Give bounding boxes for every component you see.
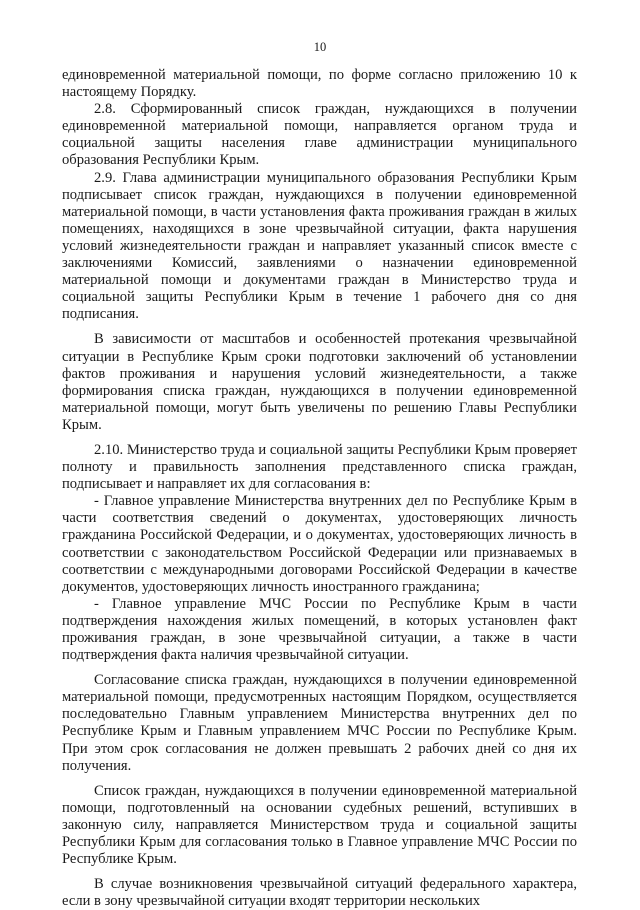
paragraph-continuation: единовременной материальной помощи, по форме согласно приложению 10 к настоящему Порядку. — [62, 67, 577, 101]
list-item-mchs: - Главное управление МЧС России по Республике Крым в части подтверждения нахождения жилых помещений, в которых установлен факт проживания граждан, в зоне чрезвычайной ситуации, а также в части подтверждения факта наличия чрезвычайной ситуации. — [62, 595, 577, 664]
document-body — [62, 67, 577, 910]
paragraph-court-decisions: Список граждан, нуждающихся в получении единовременной материальной помощи, подготовленный на основании судебных решений, вступивших в законную силу, направляется Министерством труда и социальной защиты Республики Крым для согласования только в Главное управление МЧС России по Республике Крым. — [62, 782, 577, 868]
list-item-mvd: - Главное управление Министерства внутренних дел по Республике Крым в части соответствия сведений о документах, удостоверяющих личность гражданина Российской Федерации, и о документах, удостоверяющих личность в соответствии с законодательством Российской Федерации или признаваемых в соответствии с международными договорами Российской Федерации в качестве документов, удостоверяющих личность иностранного гражданина; — [62, 493, 577, 595]
paragraph-federal-emergency: В случае возникновения чрезвычайной ситуаций федерального характера, если в зону чрезвычайной ситуации входят территории нескольких — [62, 876, 577, 910]
paragraph-2-10: 2.10. Министерство труда и социальной защиты Республики Крым проверяет полноту и правильность заполнения представленного списка граждан, подписывает и направляет их для согласования в: — [62, 441, 577, 493]
paragraph-deadline-extension: В зависимости от масштабов и особенностей протекания чрезвычайной ситуации в Республике Крым сроки подготовки заключений об установлении фактов проживания и нарушения условий жизнедеятельности, а также формирования списка граждан, нуждающихся в получении единовременной материальной помощи, могут быть увеличены по решению Главы Республики Крым. — [62, 331, 577, 433]
paragraph-2-8: 2.8. Сформированный список граждан, нуждающихся в получении единовременной материальной помощи, направляется органом труда и социальной защиты населения главе администрации муниципального образования Республики Крым. — [62, 101, 577, 169]
paragraph-approval-order: Согласование списка граждан, нуждающихся в получении единовременной материальной помощи, предусмотренных настоящим Порядком, осуществляется последовательно Главным управлением Министерства внутренних дел по Республике Крым и Главным управлением МЧС России по Республике Крым. При этом срок согласования не должен превышать 2 рабочих дней со дня их получения. — [62, 672, 577, 774]
page-number: 10 — [313, 40, 327, 54]
paragraph-2-9: 2.9. Глава администрации муниципального образования Республики Крым подписывает список граждан, нуждающихся в получении единовременной материальной помощи, в части установления факта проживания граждан в жилых помещениях, находящихся в зоне чрезвычайной ситуации, факта нарушения условий жизнедеятельности граждан и направляет указанный список вместе с заключениями Комиссий, заявлениями о назначении единовременной материальной помощи и документами граждан в Министерство труда и социальной защиты Республики Крым в течение 1 рабочего дня со дня подписания. — [62, 169, 577, 323]
